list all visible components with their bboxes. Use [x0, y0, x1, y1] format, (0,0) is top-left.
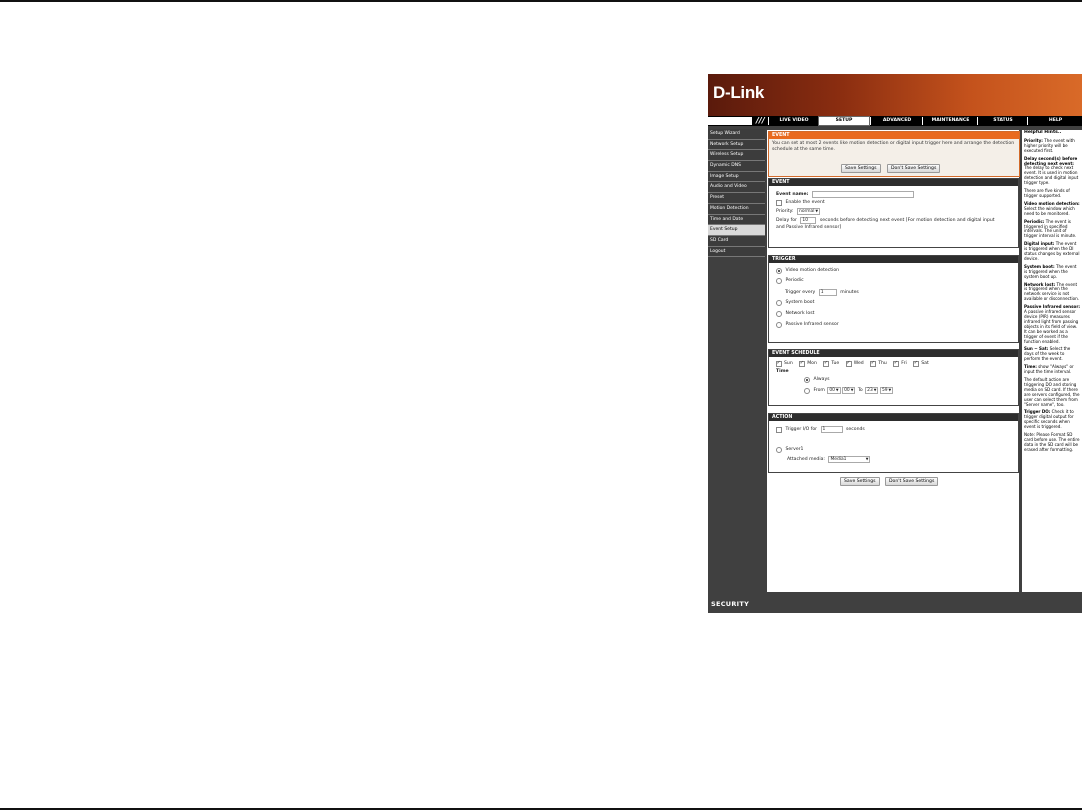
pir-label: Passive Infrared sensor	[785, 322, 839, 327]
video-motion-label: Video motion detection	[785, 268, 840, 273]
help-trigger-kinds: There are five kinds of trigger supported.	[1024, 188, 1070, 198]
sidebar-item-setup-wizard[interactable]: Setup Wizard	[708, 129, 765, 140]
to-hour-value: 23	[867, 388, 873, 393]
intro-panel	[768, 131, 1020, 177]
sidebar-item-wireless-setup[interactable]: Wireless Setup	[708, 150, 765, 161]
attached-media-select[interactable]	[828, 456, 870, 463]
delay-prefix: Delay for	[776, 217, 797, 223]
tab-advanced[interactable]: ADVANCED	[870, 117, 923, 125]
to-minute-select[interactable]	[880, 387, 893, 394]
enable-event-label: Enable the event	[785, 200, 825, 205]
periodic-label: Periodic	[785, 278, 804, 283]
sidebar-item-sd-card[interactable]: SD Card	[708, 236, 765, 247]
pir-radio[interactable]	[776, 322, 782, 328]
day-checkbox-sat[interactable]	[913, 361, 919, 367]
trigger-io-input[interactable]: 1	[821, 426, 843, 433]
chevron-down-icon: ▼	[888, 388, 892, 392]
day-checkbox-sun[interactable]	[776, 361, 782, 367]
schedule-section	[768, 349, 1019, 406]
delay-suffix: seconds before detecting next event [For motion detection and digital input	[819, 217, 995, 223]
tab-live-video[interactable]: LIVE VIDEO	[768, 117, 819, 125]
seconds-label: seconds	[846, 426, 865, 432]
dont-save-button[interactable]: Don't Save Settings	[885, 477, 938, 486]
top-rule	[0, 0, 1082, 2]
intro-text: You can set at most 2 events like motion detection or digital input trigger here and arrange the detection schedule at the same time.	[772, 141, 1015, 152]
help-system-boot: System boot: The event is triggered when the system boot up.	[1024, 263, 1077, 279]
event-name-label: Event name:	[776, 191, 809, 197]
camera-web-ui	[708, 74, 1082, 613]
help-network-lost: Network lost: The event is triggered when the network service is not available or disconnection.	[1024, 281, 1079, 302]
day-checkbox-wed[interactable]	[846, 361, 852, 367]
bottom-rule	[0, 808, 1082, 810]
to-hour-select[interactable]	[865, 387, 878, 394]
attached-media-value: Media1	[830, 457, 847, 462]
day-checkbox-mon[interactable]	[799, 361, 805, 367]
server1-radio[interactable]	[776, 447, 782, 453]
time-label: Time	[776, 369, 789, 374]
sidebar-item-image-setup[interactable]: Image Setup	[708, 172, 765, 183]
priority-select[interactable]	[797, 208, 820, 215]
sidebar-item-logout[interactable]: Logout	[708, 247, 765, 258]
save-settings-button-top[interactable]: Save Settings	[841, 164, 881, 173]
priority-value: normal	[799, 209, 815, 214]
day-label-sun: Sun	[784, 361, 793, 366]
priority-label: Priority:	[776, 208, 794, 214]
top-nav	[708, 116, 1082, 126]
day-label-fri: Fri	[901, 361, 907, 366]
chevron-down-icon: ▼	[873, 388, 877, 392]
tab-status[interactable]: STATUS	[977, 117, 1028, 125]
from-radio[interactable]	[804, 388, 810, 394]
from-minute-value: 00	[844, 388, 850, 393]
sidebar-item-preset[interactable]: Preset	[708, 193, 765, 204]
day-checkbox-fri[interactable]	[893, 361, 899, 367]
help-video-motion: Video motion detection: Select the window which need to be monitored.	[1024, 200, 1080, 216]
chevron-down-icon: ▼	[815, 209, 819, 213]
action-section	[768, 413, 1019, 473]
always-radio[interactable]	[804, 377, 810, 383]
trigger-io-checkbox[interactable]	[776, 427, 782, 433]
sidebar	[708, 129, 765, 257]
action-section-title: ACTION	[769, 414, 1018, 421]
help-note: Note: Please Format SD card before use. The entire data in the SD card will be erased after formatting.	[1024, 432, 1080, 452]
help-trigger-do: Trigger DO: Check it to trigger digital output for specific seconds when event is triggered.	[1024, 409, 1074, 430]
sidebar-item-event-setup[interactable]: Event Setup	[708, 225, 765, 236]
footer-security-label: SECURITY	[711, 600, 750, 608]
nav-slashes: ///	[756, 116, 765, 125]
enable-event-checkbox[interactable]	[776, 200, 782, 206]
to-label: To	[857, 387, 863, 393]
network-lost-label: Network lost	[785, 311, 815, 316]
tab-setup[interactable]: SETUP	[818, 116, 870, 126]
network-lost-radio[interactable]	[776, 311, 782, 317]
nav-model-area	[708, 117, 752, 125]
event-section-title: EVENT	[769, 179, 1018, 186]
trigger-io-label: Trigger I/O for	[785, 426, 818, 432]
trigger-section-title: TRIGGER	[769, 256, 1018, 263]
chevron-down-icon: ▼	[850, 388, 854, 392]
day-label-mon: Mon	[807, 361, 817, 366]
help-priority: Priority: The event with higher priority will be executed first.	[1024, 137, 1075, 153]
day-label-sat: Sat	[921, 361, 929, 366]
help-pir: Passive Infrared sensor: A passive infrared sensor device (PIR) measures infrared light from passing objects in its field of view. It can be worked as a trigger of event if the function enabled.	[1024, 304, 1080, 344]
dont-save-button-top[interactable]: Don't Save Settings	[887, 164, 940, 173]
attached-media-label: Attached media:	[787, 456, 825, 462]
header-banner	[708, 74, 1082, 116]
day-label-wed: Wed	[853, 361, 864, 366]
help-panel	[1022, 130, 1082, 592]
minutes-label: minutes	[840, 289, 859, 295]
help-title: Helpful Hints..	[1024, 130, 1062, 135]
footer-bar	[708, 595, 1082, 613]
trigger-section	[768, 255, 1019, 343]
day-checkbox-tue[interactable]	[823, 361, 829, 367]
delay-input[interactable]: 10	[800, 217, 816, 224]
event-name-input[interactable]	[812, 191, 914, 198]
help-days: Sun ~ Sat: Select the days of the week to perform the event.	[1024, 346, 1071, 362]
sidebar-item-network-setup[interactable]: Network Setup	[708, 140, 765, 151]
system-boot-label: System boot	[785, 300, 815, 305]
trigger-every-input[interactable]: 1	[819, 289, 837, 296]
help-default-action: The default action are triggering DO and storing media on SD card. If there are servers configured, the user can select them from "Server name", too.	[1024, 376, 1080, 407]
chevron-down-icon: ▼	[835, 388, 839, 392]
intro-title: EVENT	[769, 132, 1019, 139]
help-periodic: Periodic: The event is triggered in specified intervals. The unit of trigger interval is minute.	[1024, 218, 1077, 239]
sidebar-item-audio-video[interactable]: Audio and Video	[708, 182, 765, 193]
from-hour-value: 00	[829, 388, 835, 393]
help-digital-input: Digital input: The event is triggered when the DI status changes by external device.	[1024, 241, 1080, 261]
save-settings-button[interactable]: Save Settings	[840, 477, 880, 486]
chevron-down-icon: ▼	[865, 457, 869, 461]
day-label-tue: Tue	[831, 361, 840, 366]
sidebar-item-motion-detection[interactable]: Motion Detection	[708, 204, 765, 215]
dlink-logo: D-Link	[713, 83, 765, 102]
help-delay: Delay second(s) before detecting next event: The delay to check next event. It is used in motion detection and digital input trigger type.	[1024, 155, 1079, 186]
delay-suffix-2: and Passive Infrared sensor]	[776, 225, 842, 230]
main-content	[767, 130, 1019, 592]
event-section	[768, 178, 1019, 248]
periodic-radio[interactable]	[776, 278, 782, 284]
server1-label: Server1	[785, 447, 804, 452]
trigger-every-label: Trigger every	[785, 289, 816, 295]
to-minute-value: 59	[881, 388, 888, 393]
video-motion-radio[interactable]	[776, 268, 782, 274]
tab-help[interactable]: HELP	[1027, 117, 1082, 125]
day-checkbox-thu[interactable]	[870, 361, 876, 367]
tab-maintenance[interactable]: MAINTENANCE	[922, 117, 978, 125]
always-label: Always	[813, 377, 830, 382]
from-hour-select[interactable]	[827, 387, 840, 394]
sidebar-item-time-date[interactable]: Time and Date	[708, 215, 765, 226]
system-boot-radio[interactable]	[776, 300, 782, 306]
sidebar-item-dynamic-dns[interactable]: Dynamic DNS	[708, 161, 765, 172]
from-minute-select[interactable]	[842, 387, 855, 394]
from-label: From	[813, 387, 825, 393]
schedule-section-title: EVENT SCHEDULE	[769, 350, 1018, 357]
help-time: Time: show "Always" or input the time interval.	[1024, 364, 1074, 375]
day-label-thu: Thu	[878, 361, 887, 366]
